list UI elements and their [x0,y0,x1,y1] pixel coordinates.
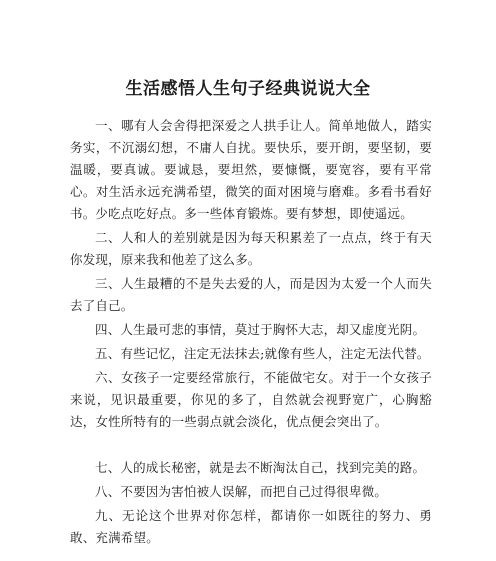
paragraph-9: 九、无论这个世界对你怎样，都请你一如既往的努力、勇敢、充满希望。 [70,508,432,545]
paragraph-6: 六、女孩子一定要经常旅行，不能做宅女。对于一个女孩子来说，见识最重要，你见的多了，自然就会视野宽广，心胸豁达，女性所特有的一些弱点就会淡化，优点便会突出了。 [70,370,432,429]
paragraph-5: 五、有些记忆，注定无法抹去;就像有些人，注定无法代替。 [95,346,430,361]
paragraph-4: 四、人生最可悲的事情，莫过于胸怀大志，却又虚度光阴。 [95,322,426,337]
document-title: 生活感悟人生句子经典说说大全 [125,79,371,99]
paragraph-7: 七、人的成长秘密，就是去不断淘汰自己，找到完美的路。 [95,460,426,475]
paragraph-1: 一、哪有人会舍得把深爱之人拱手让人。简单地做人，踏实务实，不沉溺幻想，不庸人自扰。要快乐，要开朗，要坚韧，要温暖，要真诚。要诚恳，要坦然，要慷慨，要宽容，要有平常心。对生活永远充满希望，微笑的面对困境与磨难。多看书看好书。少吃点吃好点。多一些体育锻炼。要有梦想，即使遥远。 [70,118,432,221]
paragraph-2: 二、人和人的差别就是因为每天积累差了一点点，终于有天你发现，原来我和他差了这么多。 [70,230,432,267]
paragraph-8: 八、不要因为害怕被人误解，而把自己过得很卑微。 [95,484,388,499]
paragraph-3: 三、人生最糟的不是失去爱的人，而是因为太爱一个人而失去了自己。 [70,276,432,313]
document-body [70,115,432,551]
